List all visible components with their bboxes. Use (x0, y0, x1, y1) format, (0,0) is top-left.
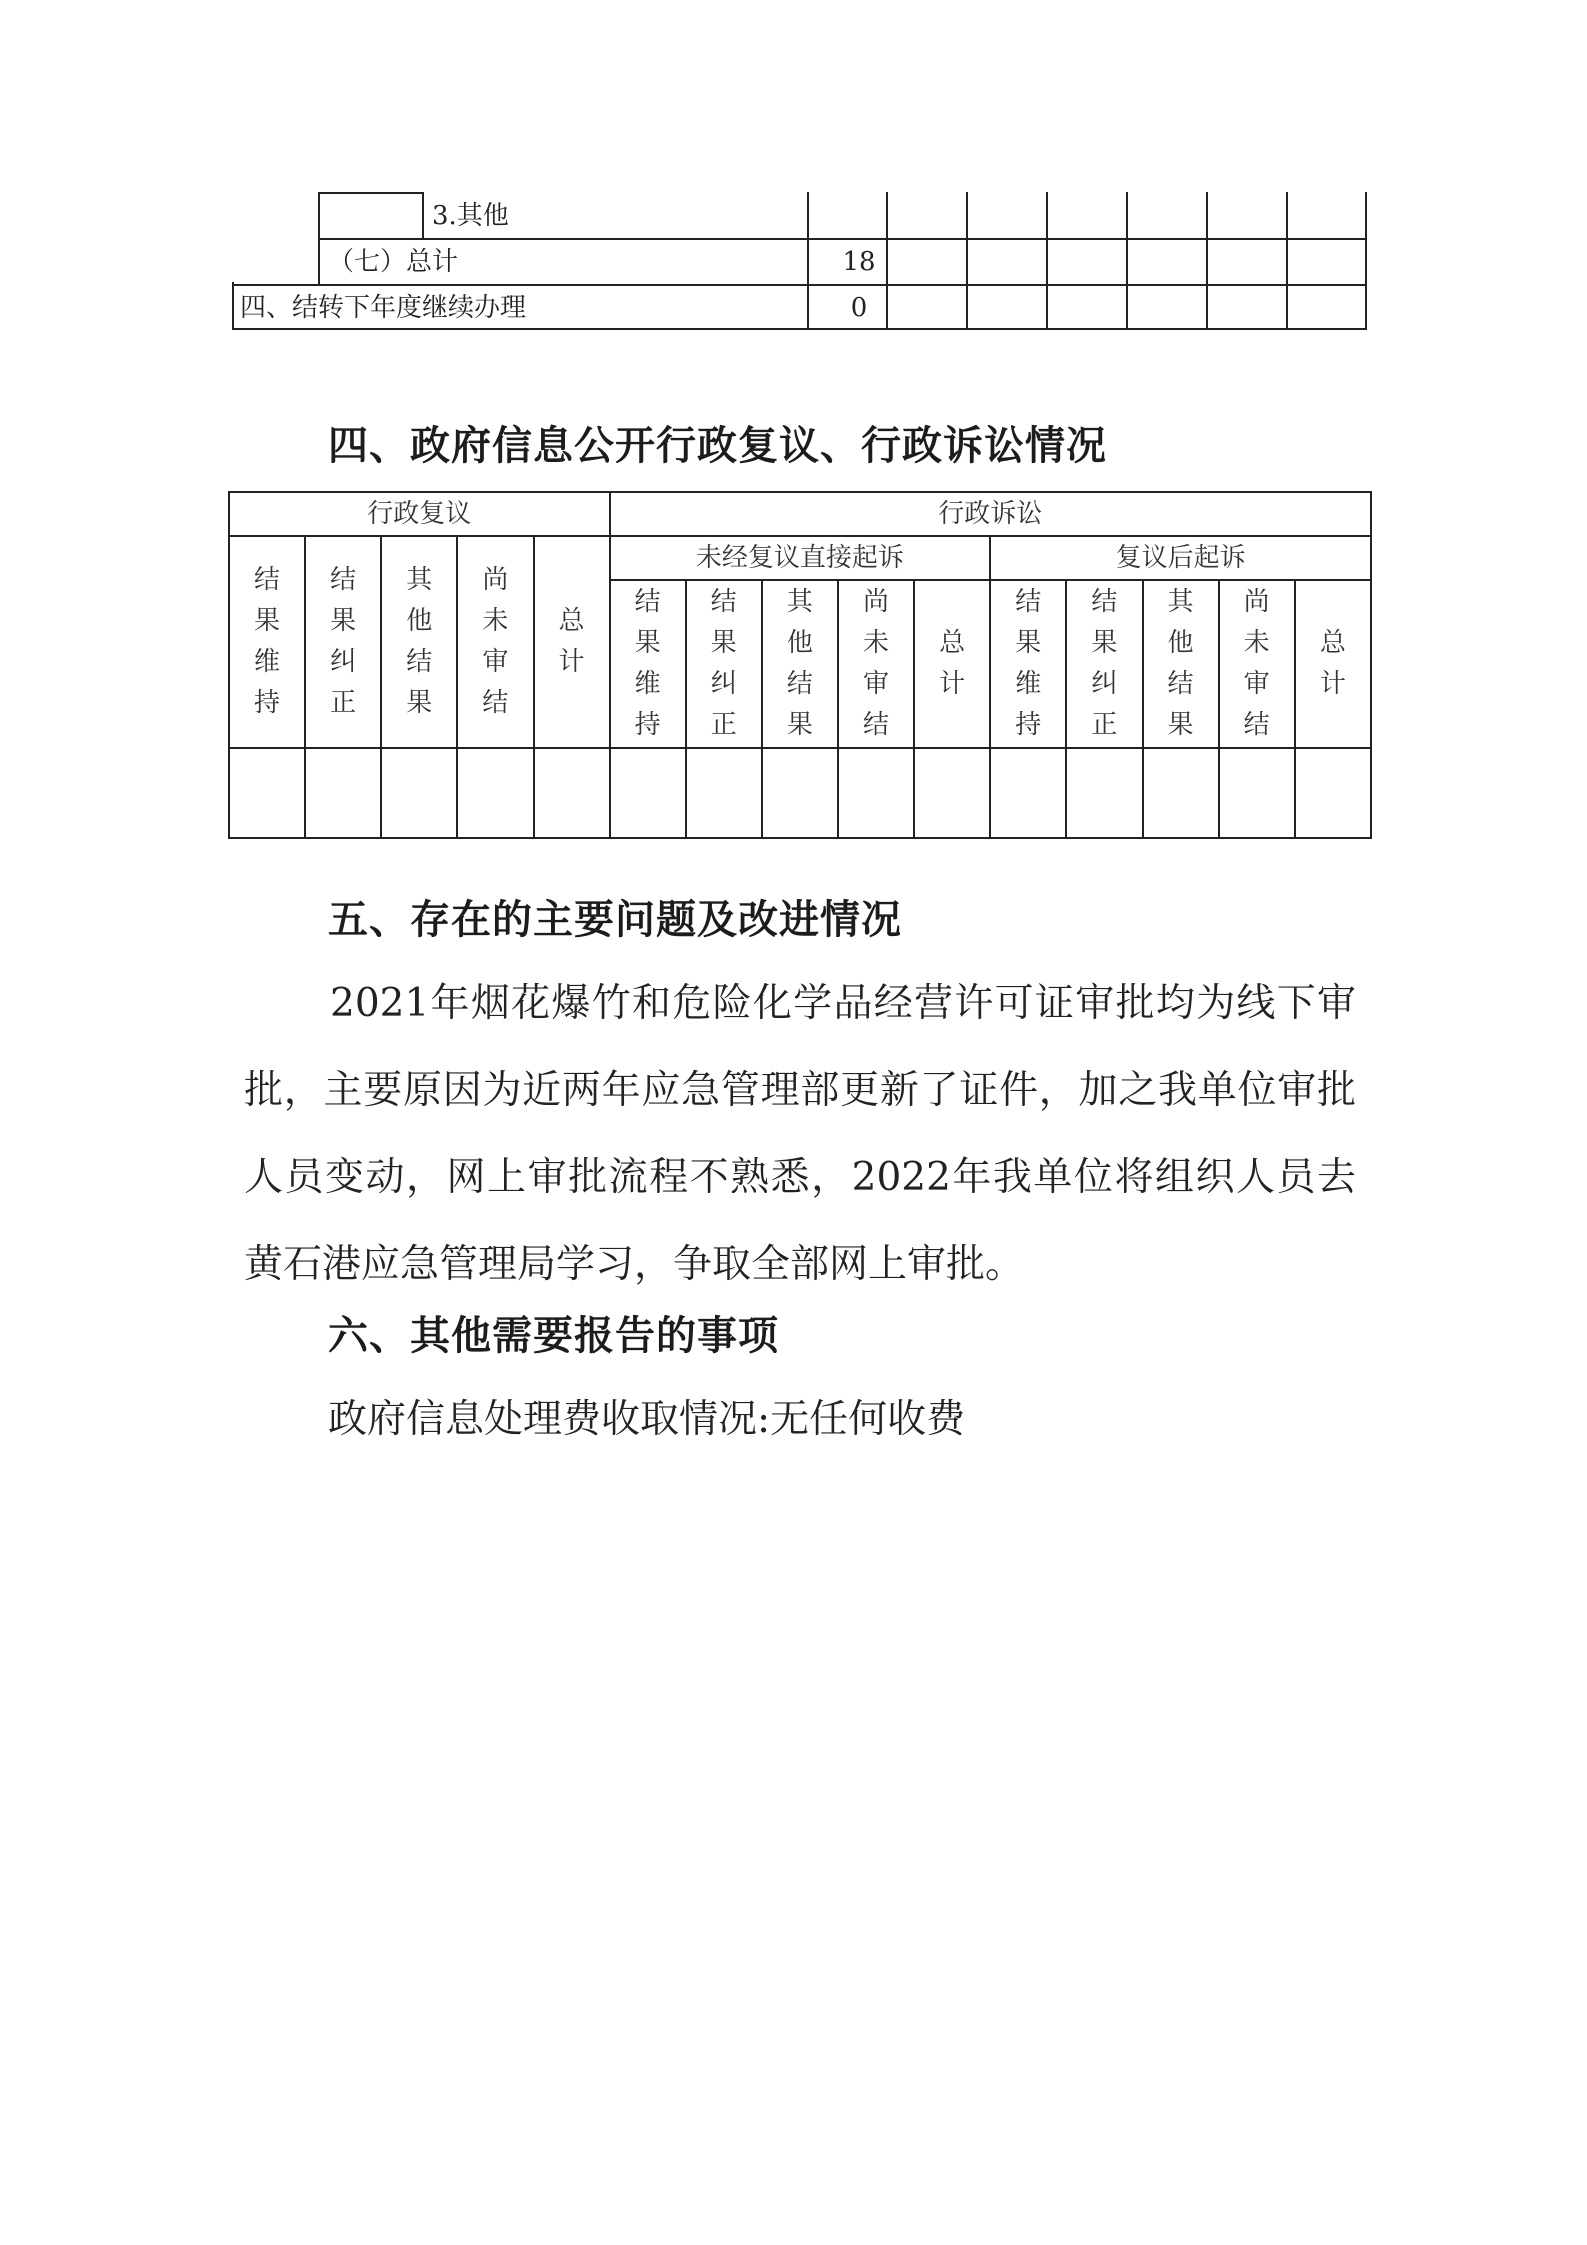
review-header: 行政复议 (229, 492, 610, 536)
table-cell (1143, 748, 1219, 838)
after-col-total: 总计 (1295, 580, 1371, 748)
table-cell (1295, 748, 1371, 838)
review-col-pending: 尚未审结 (457, 536, 533, 748)
row-other-label: 3.其他 (432, 201, 509, 231)
section5-heading: 五、存在的主要问题及改进情况 (328, 896, 902, 943)
after-col-pending: 尚未审结 (1219, 580, 1295, 748)
after-col-corrected: 结果纠正 (1066, 580, 1142, 748)
after-review-header: 复议后起诉 (990, 536, 1371, 580)
after-col-other: 其他结果 (1143, 580, 1219, 748)
after-col-upheld: 结果维持 (990, 580, 1066, 748)
review-col-total: 总计 (534, 536, 610, 748)
direct-col-other: 其他结果 (762, 580, 838, 748)
table-cell (1066, 748, 1142, 838)
table-row (229, 748, 1371, 838)
direct-col-corrected: 结果纠正 (686, 580, 762, 748)
table-cell (1219, 748, 1295, 838)
row-total-value: 18 (842, 247, 876, 277)
review-col-other: 其他结果 (381, 536, 457, 748)
row-carryover-value: 0 (850, 293, 868, 323)
table-cell (990, 748, 1066, 838)
review-col-corrected: 结果纠正 (305, 536, 381, 748)
table-cell (914, 748, 990, 838)
section6-heading: 六、其他需要报告的事项 (328, 1312, 779, 1359)
table-cell (381, 748, 457, 838)
table-cell (305, 748, 381, 838)
table-cell (610, 748, 686, 838)
table-cell (686, 748, 762, 838)
direct-col-total: 总计 (914, 580, 990, 748)
litigation-header: 行政诉讼 (610, 492, 1371, 536)
section6-paragraph: 政府信息处理费收取情况:无任何收费 (328, 1397, 966, 1442)
table-cell (229, 748, 305, 838)
section5-paragraph: 2021年烟花爆竹和危险化学品经营许可证审批均为线下审批，主要原因为近两年应急管理部更新了证件，加之我单位审批人员变动，网上审批流程不熟悉，2022年我单位将组织人员去黄石港应急管理局学习，争取全部网上审批。 (244, 981, 1356, 1287)
direct-col-pending: 尚未审结 (838, 580, 914, 748)
review-col-upheld: 结果维持 (229, 536, 305, 748)
direct-col-upheld: 结果维持 (610, 580, 686, 748)
review-litigation-table (228, 491, 1372, 839)
direct-suit-header: 未经复议直接起诉 (610, 536, 991, 580)
table-cell (457, 748, 533, 838)
table-cell (838, 748, 914, 838)
table-cell (534, 748, 610, 838)
section4-heading: 四、政府信息公开行政复议、行政诉讼情况 (328, 422, 1107, 469)
continuation-table (232, 192, 1367, 330)
table-cell (762, 748, 838, 838)
row-carryover-label: 四、结转下年度继续办理 (240, 293, 527, 323)
row-total-label: （七）总计 (328, 247, 459, 277)
